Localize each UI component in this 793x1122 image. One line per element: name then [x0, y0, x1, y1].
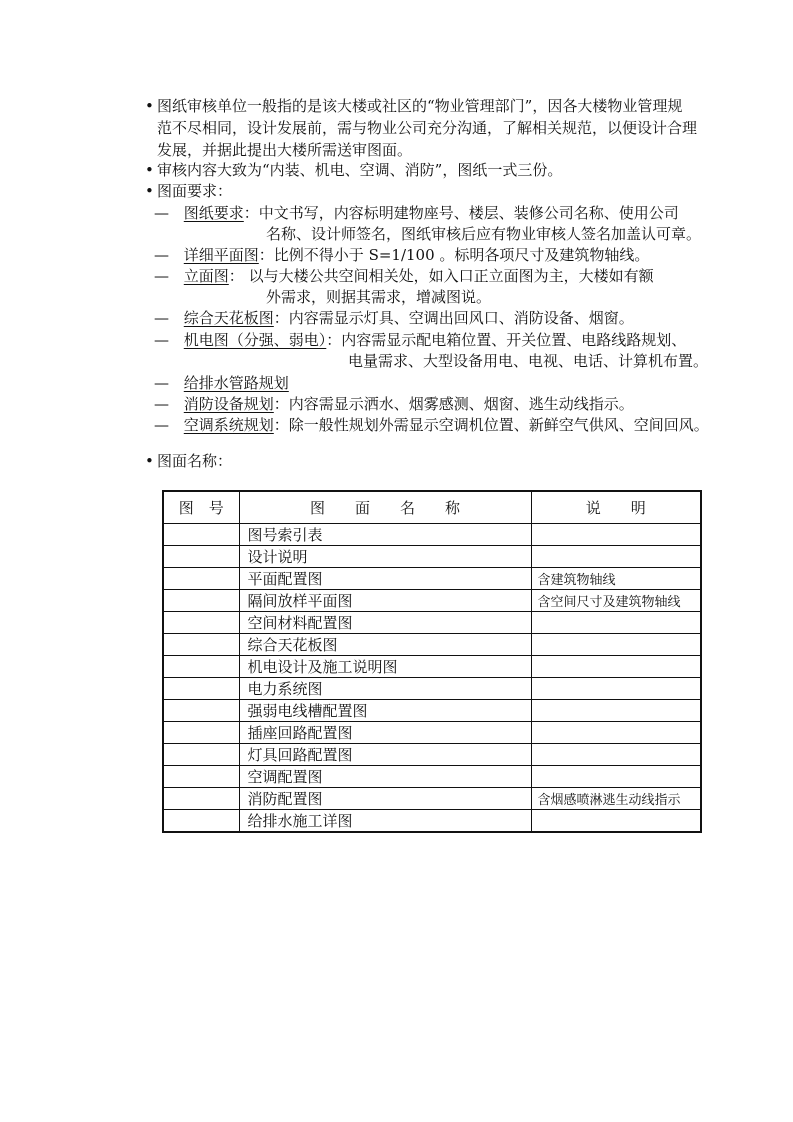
- bullet-marker: •: [145, 182, 154, 200]
- description-cell: [531, 744, 701, 766]
- dash-marker: —: [154, 395, 169, 413]
- drawing-number-cell: [163, 546, 239, 568]
- bullet-marker: •: [145, 452, 154, 470]
- drawing-number-cell: [163, 744, 239, 766]
- requirement-item: [154, 373, 289, 393]
- drawing-name-cell: 电力系统图: [239, 678, 531, 700]
- paragraph-1-line-1: 图纸审核单位一般指的是该大楼或社区的“物业管理部门”，因各大楼物业管理规: [157, 97, 683, 115]
- drawing-name-cell: 灯具回路配置图: [239, 744, 531, 766]
- table-row: [163, 612, 701, 634]
- header-drawing-name: 图 面 名 称: [239, 491, 531, 524]
- requirement-text: ：内容需显示灯具、空调出回风口、消防设备、烟窗。: [273, 309, 634, 327]
- table-row: [163, 656, 701, 678]
- dash-marker: —: [154, 416, 169, 434]
- header-drawing-number: 图 号: [163, 491, 239, 524]
- drawing-list-table: [162, 490, 702, 833]
- dash-marker: —: [154, 374, 169, 392]
- drawing-number-cell: [163, 568, 239, 590]
- table-row: [163, 590, 701, 612]
- description-cell: [531, 612, 701, 634]
- description-cell: 含空间尺寸及建筑物轴线: [531, 590, 701, 612]
- table-row: [163, 766, 701, 788]
- requirement-item: [154, 330, 686, 350]
- drawing-name-cell: 空调配置图: [239, 766, 531, 788]
- table-body: [163, 524, 701, 833]
- drawing-number-cell: [163, 678, 239, 700]
- description-cell: [531, 678, 701, 700]
- dash-marker: —: [154, 204, 169, 222]
- drawing-number-cell: [163, 700, 239, 722]
- description-cell: [531, 766, 701, 788]
- paragraph-2-line-1: 审核内容大致为“内装、机电、空调、消防”，图纸一式三份。: [157, 161, 563, 179]
- requirement-text: ：比例不得小于 S=1/100 。标明各项尺寸及建筑物轴线。: [258, 246, 650, 264]
- table-header-row: [163, 491, 701, 524]
- requirement-continuation: 外需求，则据其需求，增减图说。: [266, 288, 492, 306]
- drawing-number-cell: [163, 810, 239, 833]
- paragraph-3-line-1: 图面要求：: [157, 182, 233, 200]
- drawing-name-cell: 综合天花板图: [239, 634, 531, 656]
- paragraph-1-line-2: 范不尽相同，设计发展前，需与物业公司充分沟通，了解相关规范，以便设计合理: [157, 119, 698, 137]
- requirement-label: 消防设备规划: [183, 395, 274, 413]
- drawing-name-cell: 给排水施工详图: [239, 810, 531, 833]
- description-cell: [531, 634, 701, 656]
- header-description: 说 明: [531, 491, 701, 524]
- description-cell: [531, 810, 701, 833]
- drawing-number-cell: [163, 634, 239, 656]
- requirement-label: 给排水管路规划: [183, 374, 289, 392]
- requirement-label: 机电图（分强、弱电）: [183, 331, 327, 349]
- drawing-name-cell: 机电设计及施工说明图: [239, 656, 531, 678]
- table-row: [163, 524, 701, 546]
- requirement-item: [154, 266, 654, 286]
- drawing-name-cell: 设计说明: [239, 546, 531, 568]
- requirement-label: 综合天花板图: [183, 309, 274, 327]
- table-row: [163, 788, 701, 810]
- table-row: [163, 678, 701, 700]
- drawing-number-cell: [163, 788, 239, 810]
- drawing-number-cell: [163, 722, 239, 744]
- drawing-name-cell: 强弱电线槽配置图: [239, 700, 531, 722]
- requirement-continuation: 名称、设计师签名，图纸审核后应有物业审核人签名加盖认可章。: [266, 225, 702, 243]
- requirement-label: 图纸要求: [183, 204, 244, 222]
- requirement-text: ：内容需显示配电箱位置、开关位置、电路线路规划、: [326, 331, 687, 349]
- dash-marker: —: [154, 331, 169, 349]
- table-row: [163, 744, 701, 766]
- description-cell: [531, 524, 701, 546]
- drawing-name-cell: 隔间放样平面图: [239, 590, 531, 612]
- requirement-item: [154, 415, 709, 435]
- bullet-marker: •: [145, 97, 154, 115]
- requirement-label: 立面图: [183, 267, 229, 285]
- requirement-text: ：中文书写，内容标明建物座号、楼层、装修公司名称、使用公司: [243, 204, 679, 222]
- table-row: [163, 722, 701, 744]
- description-cell: 含建筑物轴线: [531, 568, 701, 590]
- description-cell: [531, 656, 701, 678]
- drawing-number-cell: [163, 524, 239, 546]
- drawing-number-cell: [163, 766, 239, 788]
- requirement-label: 详细平面图: [183, 246, 259, 264]
- requirement-label: 空调系统规划: [183, 416, 274, 434]
- dash-marker: —: [154, 246, 169, 264]
- requirement-text: ： 以与大楼公共空间相关处，如入口正立面图为主，大楼如有额: [228, 267, 654, 285]
- requirement-item: [154, 203, 679, 223]
- requirement-text: ：除一般性规划外需显示空调机位置、新鲜空气供风、空间回风。: [273, 416, 709, 434]
- bullet-marker: •: [145, 161, 154, 179]
- paragraph-1-line-3: 发展，并据此提出大楼所需送审图面。: [157, 141, 413, 159]
- drawing-name-cell: 插座回路配置图: [239, 722, 531, 744]
- drawing-name-cell: 平面配置图: [239, 568, 531, 590]
- requirement-continuation: 电量需求、大型设备用电、电视、电话、计算机布置。: [348, 352, 709, 370]
- dash-marker: —: [154, 309, 169, 327]
- requirement-item: [154, 394, 634, 414]
- description-cell: [531, 546, 701, 568]
- requirement-item: [154, 308, 634, 328]
- drawing-name-cell: 图号索引表: [239, 524, 531, 546]
- requirement-item: [154, 245, 649, 265]
- drawing-number-cell: [163, 656, 239, 678]
- table-row: [163, 700, 701, 722]
- dash-marker: —: [154, 267, 169, 285]
- table-row: [163, 546, 701, 568]
- description-cell: [531, 722, 701, 744]
- description-cell: [531, 700, 701, 722]
- table-heading: 图面名称：: [157, 452, 233, 470]
- table-row: [163, 568, 701, 590]
- drawing-number-cell: [163, 590, 239, 612]
- requirement-text: ：内容需显示洒水、烟雾感测、烟窗、逃生动线指示。: [273, 395, 634, 413]
- description-cell: 含烟感喷淋逃生动线指示: [531, 788, 701, 810]
- table-row: [163, 634, 701, 656]
- table-row: [163, 810, 701, 833]
- drawing-number-cell: [163, 612, 239, 634]
- drawing-name-cell: 空间材料配置图: [239, 612, 531, 634]
- drawing-name-cell: 消防配置图: [239, 788, 531, 810]
